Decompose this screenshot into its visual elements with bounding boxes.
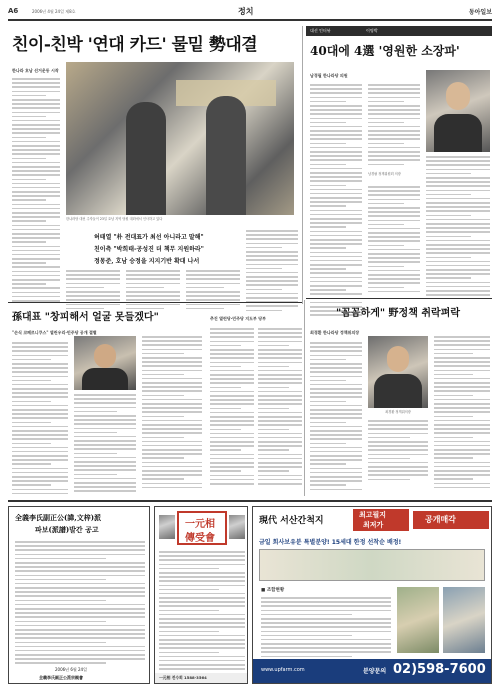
column-divider (302, 26, 303, 304)
mid-headline: "꼼꼼하게" 野정책 취락펴락 (336, 308, 460, 319)
lower-left-headline: 孫대표 "창피해서 얼굴 못들겠다" (12, 312, 159, 323)
ad-right-tag-a: 최고필지 (359, 511, 387, 519)
main-body-col4 (186, 270, 240, 312)
side-caption-line: 남경필 한나라당 의원 (310, 73, 348, 78)
mid-rule (306, 298, 492, 299)
mid-kicker: 최경환 한나라당 정책위의장 (310, 330, 360, 335)
side-photo-caption: 남경필 정책위원회 의장 (368, 172, 401, 176)
lower-right-col2 (258, 328, 302, 487)
ad-rule (8, 500, 492, 502)
ad-right-banner-box (253, 507, 491, 533)
main-photo (66, 62, 294, 215)
paper-logo: 동아일보 (468, 9, 492, 16)
lower-photo-body (82, 368, 128, 390)
lower-left-col2 (74, 394, 136, 495)
main-body-col2 (66, 270, 120, 312)
ad-right-tag-b: 최저가 (363, 521, 384, 529)
ad-right-photo-b (443, 587, 485, 653)
ad-left-title-1: 全義李氏副正公(諱,文梓)派 (15, 513, 102, 522)
page-header (8, 6, 492, 18)
photo-figure-right (206, 96, 246, 215)
side-photo-face (446, 82, 470, 110)
side-photo (426, 70, 490, 152)
ad-right-website[interactable]: www.upfarm.com (261, 667, 305, 673)
lower-left-kicker: "손식 코페르니쿠스" 열린우리·민주당 공개 결별 (12, 330, 97, 335)
ad-left-footer-1: 2006년 6월 24일 (55, 667, 87, 672)
ad-right-body (261, 597, 391, 660)
ad-mid-footer: 一元相 전수회 1588-3564 (159, 675, 207, 680)
side-label-box (306, 26, 492, 36)
lower-right-col1 (210, 328, 254, 487)
mid-photo-face (387, 346, 409, 372)
side-headline: 40대에 4選 '영원한 소장파' (310, 44, 460, 58)
main-headline: 친이-친박 '연대 카드' 물밑 勢대결 (12, 35, 258, 55)
ad-right-info-title: ■ 조합현황 (261, 588, 285, 593)
ad-mid-footer-bar (155, 673, 247, 683)
mid-body-col1 (310, 342, 362, 493)
side-photo-body (434, 114, 482, 152)
main-subhead-3: 정몽준, 호남 승정을 지지기반 확대 나서 (94, 258, 200, 265)
ad-right-phone: 02)598-7600 (393, 662, 486, 677)
ad-right-phone-label: 분양문의 (363, 668, 387, 675)
ad-right-subhead: 금일 회사보유분 특별분양! 15세대 한정 선착순 배정! (259, 539, 402, 546)
issue-date: 2006년 4월 24일 제8호 (32, 9, 76, 14)
ad-mid-body (159, 551, 245, 672)
photo-figure-left (126, 102, 166, 215)
side-body-col1 (310, 84, 362, 319)
main-photo-caption: 한나라당 대선 주자들이 23일 호남 지역 당원 대회에서 인사하고 있다 (66, 217, 163, 221)
ad-left-body (15, 541, 145, 667)
mid-photo-caption: 최경환 정책위의장 (385, 410, 411, 414)
main-body-col1 (12, 78, 60, 304)
ad-mid-photo-a (159, 515, 175, 539)
mid-body-col2 (368, 420, 428, 483)
lower-rule (8, 302, 302, 303)
ad-right-map (259, 549, 485, 581)
ad-right-footer-bar (253, 659, 491, 683)
lower-left-col3 (142, 336, 202, 491)
ad-mid-photo-b (229, 515, 245, 539)
header-rule (8, 19, 492, 21)
side-body-col2 (368, 84, 420, 168)
ad-mid-title-a: 一元相 (185, 519, 215, 530)
ad-left-footer-2: 全義李氏副正公派宗親會 (39, 675, 83, 680)
ad-right (252, 506, 492, 684)
ad-mid (154, 506, 248, 684)
ad-mid-title-b: 傳受會 (185, 533, 215, 544)
ad-left (8, 506, 150, 684)
main-subhead-2: 친이측 "박희태-공성진 더 책무 지원하라" (94, 246, 204, 253)
lower-left-photo (74, 336, 136, 390)
lower-left-col1 (12, 342, 68, 497)
side-body-col4 (426, 156, 490, 298)
side-body-col3 (368, 186, 420, 295)
ad-mid-title-box (177, 511, 227, 545)
mid-body-col3 (434, 336, 490, 491)
ad-right-tag-c: 공개매각 (425, 515, 456, 524)
ad-right-tag-box (353, 509, 409, 531)
mid-photo (368, 336, 428, 408)
ad-right-photo-a (397, 587, 439, 653)
main-subhead-1: 허태열 "朴 전대표가 최선 아니라고 말해" (94, 234, 204, 241)
side-label: 대선 인터뷰 (310, 28, 331, 33)
ad-right-banner: 現代 서산간척지 (259, 516, 324, 526)
main-kicker: 한나라 호남 선거운동 시작 (12, 68, 59, 73)
main-body-col3 (126, 270, 180, 312)
page-number: A6 (8, 7, 19, 15)
lower-right-kicker: 추진 열린당·민주당 지도부 당부 (210, 316, 266, 321)
column-divider-2 (304, 300, 305, 496)
ad-right-tag-c-box (413, 511, 489, 529)
lower-photo-face (94, 344, 116, 368)
side-label-2: 이명박 (366, 28, 378, 33)
ad-left-title-2: 파보(派譜)발간 공고 (35, 525, 99, 534)
section-title: 정치 (238, 7, 254, 16)
mid-photo-body (374, 374, 422, 408)
